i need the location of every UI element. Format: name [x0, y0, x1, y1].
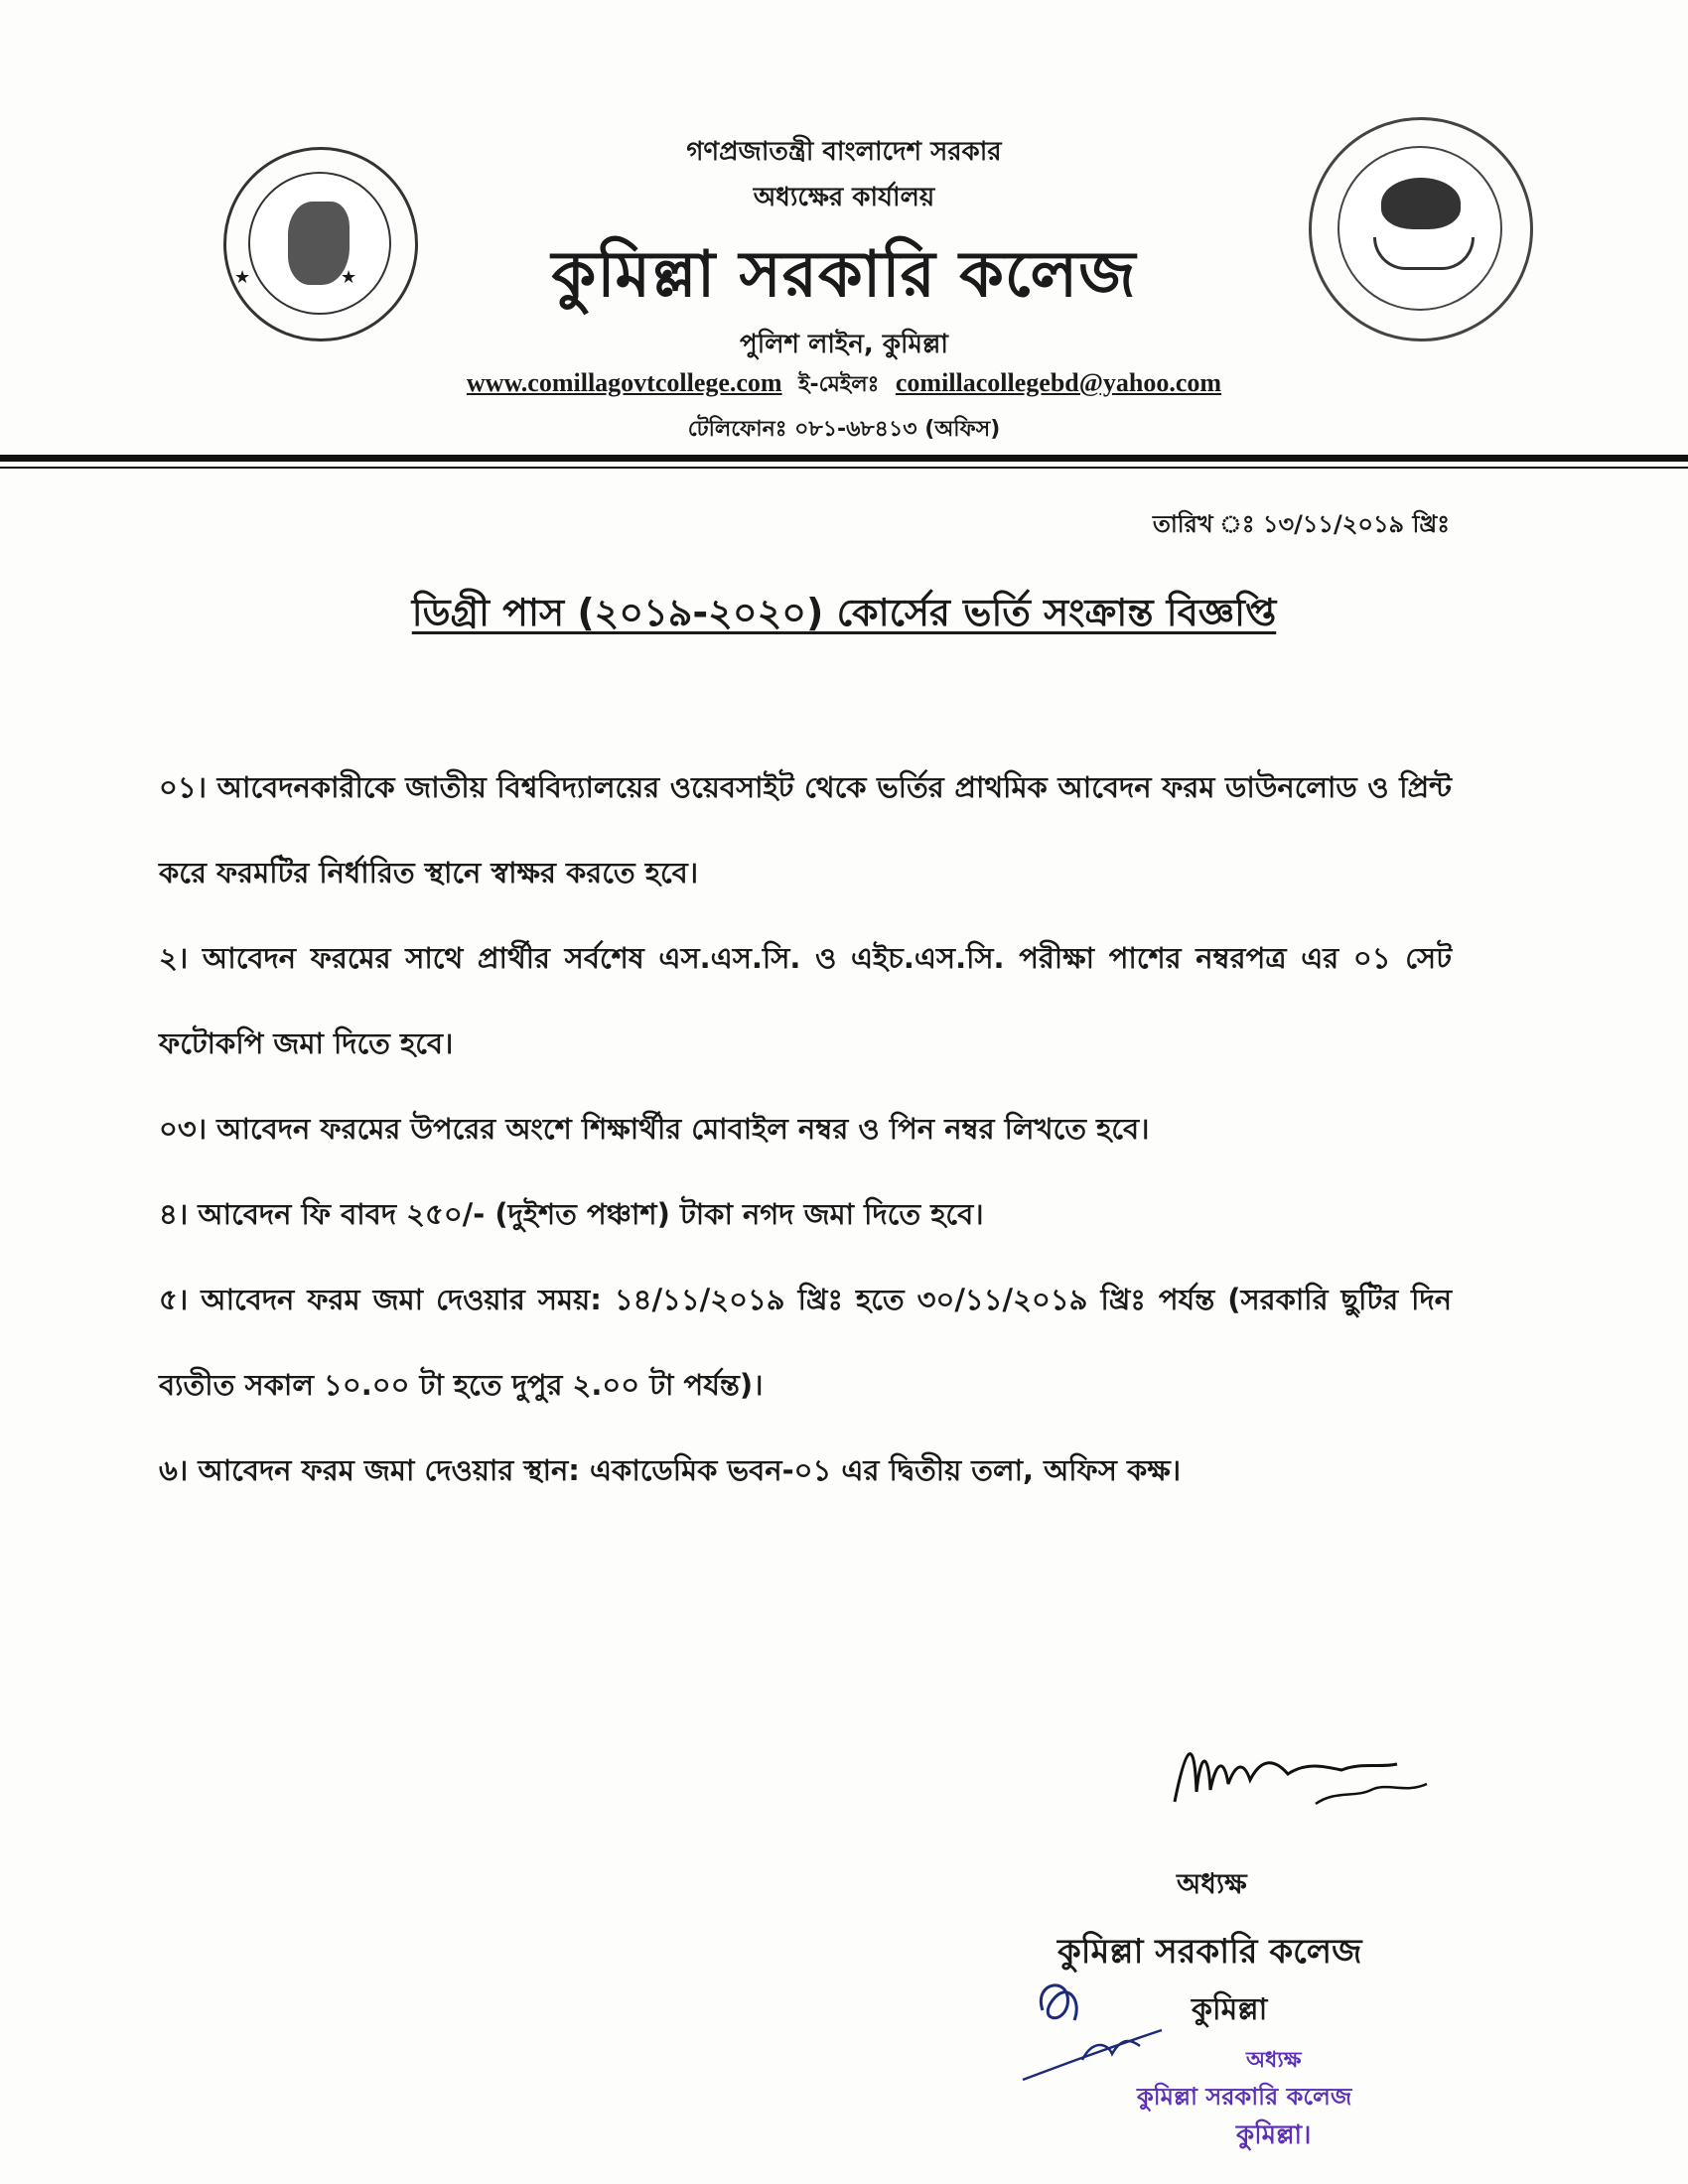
stamp-college: কুমিল্লা সরকারি কলেজ [1137, 2083, 1352, 2111]
signatory-city: কুমিল্লা [1192, 1992, 1268, 2027]
notice-item-6: ৬। আবেদন ফরম জমা দেওয়ার স্থান: একাডেমিক ভবন-০১ এর দ্বিতীয় তলা, অফিস কক্ষ। [159, 1453, 1182, 1487]
notice-item-4: ৪। আবেদন ফি বাবদ ২৫০/- (দুইশত পঞ্চাশ) টাকা নগদ জমা দিতে হবে। [159, 1197, 984, 1231]
college-name: কুমিল্লা সরকারি কলেজ [551, 238, 1137, 312]
notice-item-5: ৫। আবেদন ফরম জমা দেওয়ার সময়: ১৪/১১/২০১৯ খ্রিঃ হতে ৩০/১১/২০১৯ খ্রিঃ পর্যন্ত (সরকারি ছুটির দিন ব্যতীত সকাল ১০.০০ টা হতে দুপুর ২.০০ টা পর্যন্ত)। [159, 1283, 1452, 1402]
phone-line: টেলিফোনঃ ০৮১-৬৮৪১৩ (অফিস) [687, 417, 1001, 442]
signatory-college: কুমিল্লা সরকারি কলেজ [1057, 1932, 1362, 1972]
notice-item-2: ২। আবেদন ফরমের সাথে প্রার্থীর সর্বশেষ এস.এস.সি. ও এইচ.এস.সি. পরীক্ষা পাশের নম্বরপত্র এর ০১ সেট ফটোকপি জমা দিতে হবে। [159, 941, 1452, 1060]
email-link[interactable]: comillacollegebd@yahoo.com [895, 368, 1222, 397]
office-line: অধ্যক্ষের কার্যালয় [753, 183, 935, 212]
college-address: পুলিশ লাইন, কুমিল্লা [740, 330, 948, 359]
initials-signature [1013, 1971, 1182, 2090]
notice-date: তারিখ ঃ ১৩/১১/২০১৯ খ্রিঃ [1152, 510, 1450, 538]
notice-item-1: ০১। আবেদনকারীকে জাতীয় বিশ্ববিদ্যালয়ের ওয়েবসাইট থেকে ভর্তির প্রাথমিক আবেদন ফরম ডাউনলোড ও প্রিন্ট করে ফরমটির নির্ধারিত স্থানে স্বাক্ষর করতে হবে। [159, 770, 1452, 889]
header-divider-thin [0, 467, 1688, 469]
notice-body [159, 745, 1452, 1513]
star-icon: ★ [234, 267, 251, 288]
header-divider-thick [0, 455, 1688, 462]
stamp-city: কুমিল্লা। [1236, 2120, 1312, 2150]
government-line: গণপ্রজাতন্ত্রী বাংলাদেশ সরকার [686, 137, 1002, 167]
website-link[interactable]: www.comillagovtcollege.com [466, 368, 782, 397]
signatory-designation: অধ্যক্ষ [1177, 1867, 1247, 1900]
notice-item-3: ০৩। আবেদন ফরমের উপরের অংশে শিক্ষার্থীর মোবাইল নম্বর ও পিন নম্বর লিখতে হবে। [159, 1112, 1150, 1146]
email-label: ই-মেইলঃ [798, 372, 880, 397]
notice-title: ডিগ্রী পাস (২০১৯-২০২০) কোর্সের ভর্তি সংক্রান্ত বিজ্ঞপ্তি [411, 591, 1277, 634]
principal-signature [1167, 1732, 1450, 1822]
star-icon: ★ [341, 267, 357, 288]
stamp-designation: অধ্যক্ষ [1246, 2048, 1302, 2073]
contact-line [0, 367, 1688, 404]
